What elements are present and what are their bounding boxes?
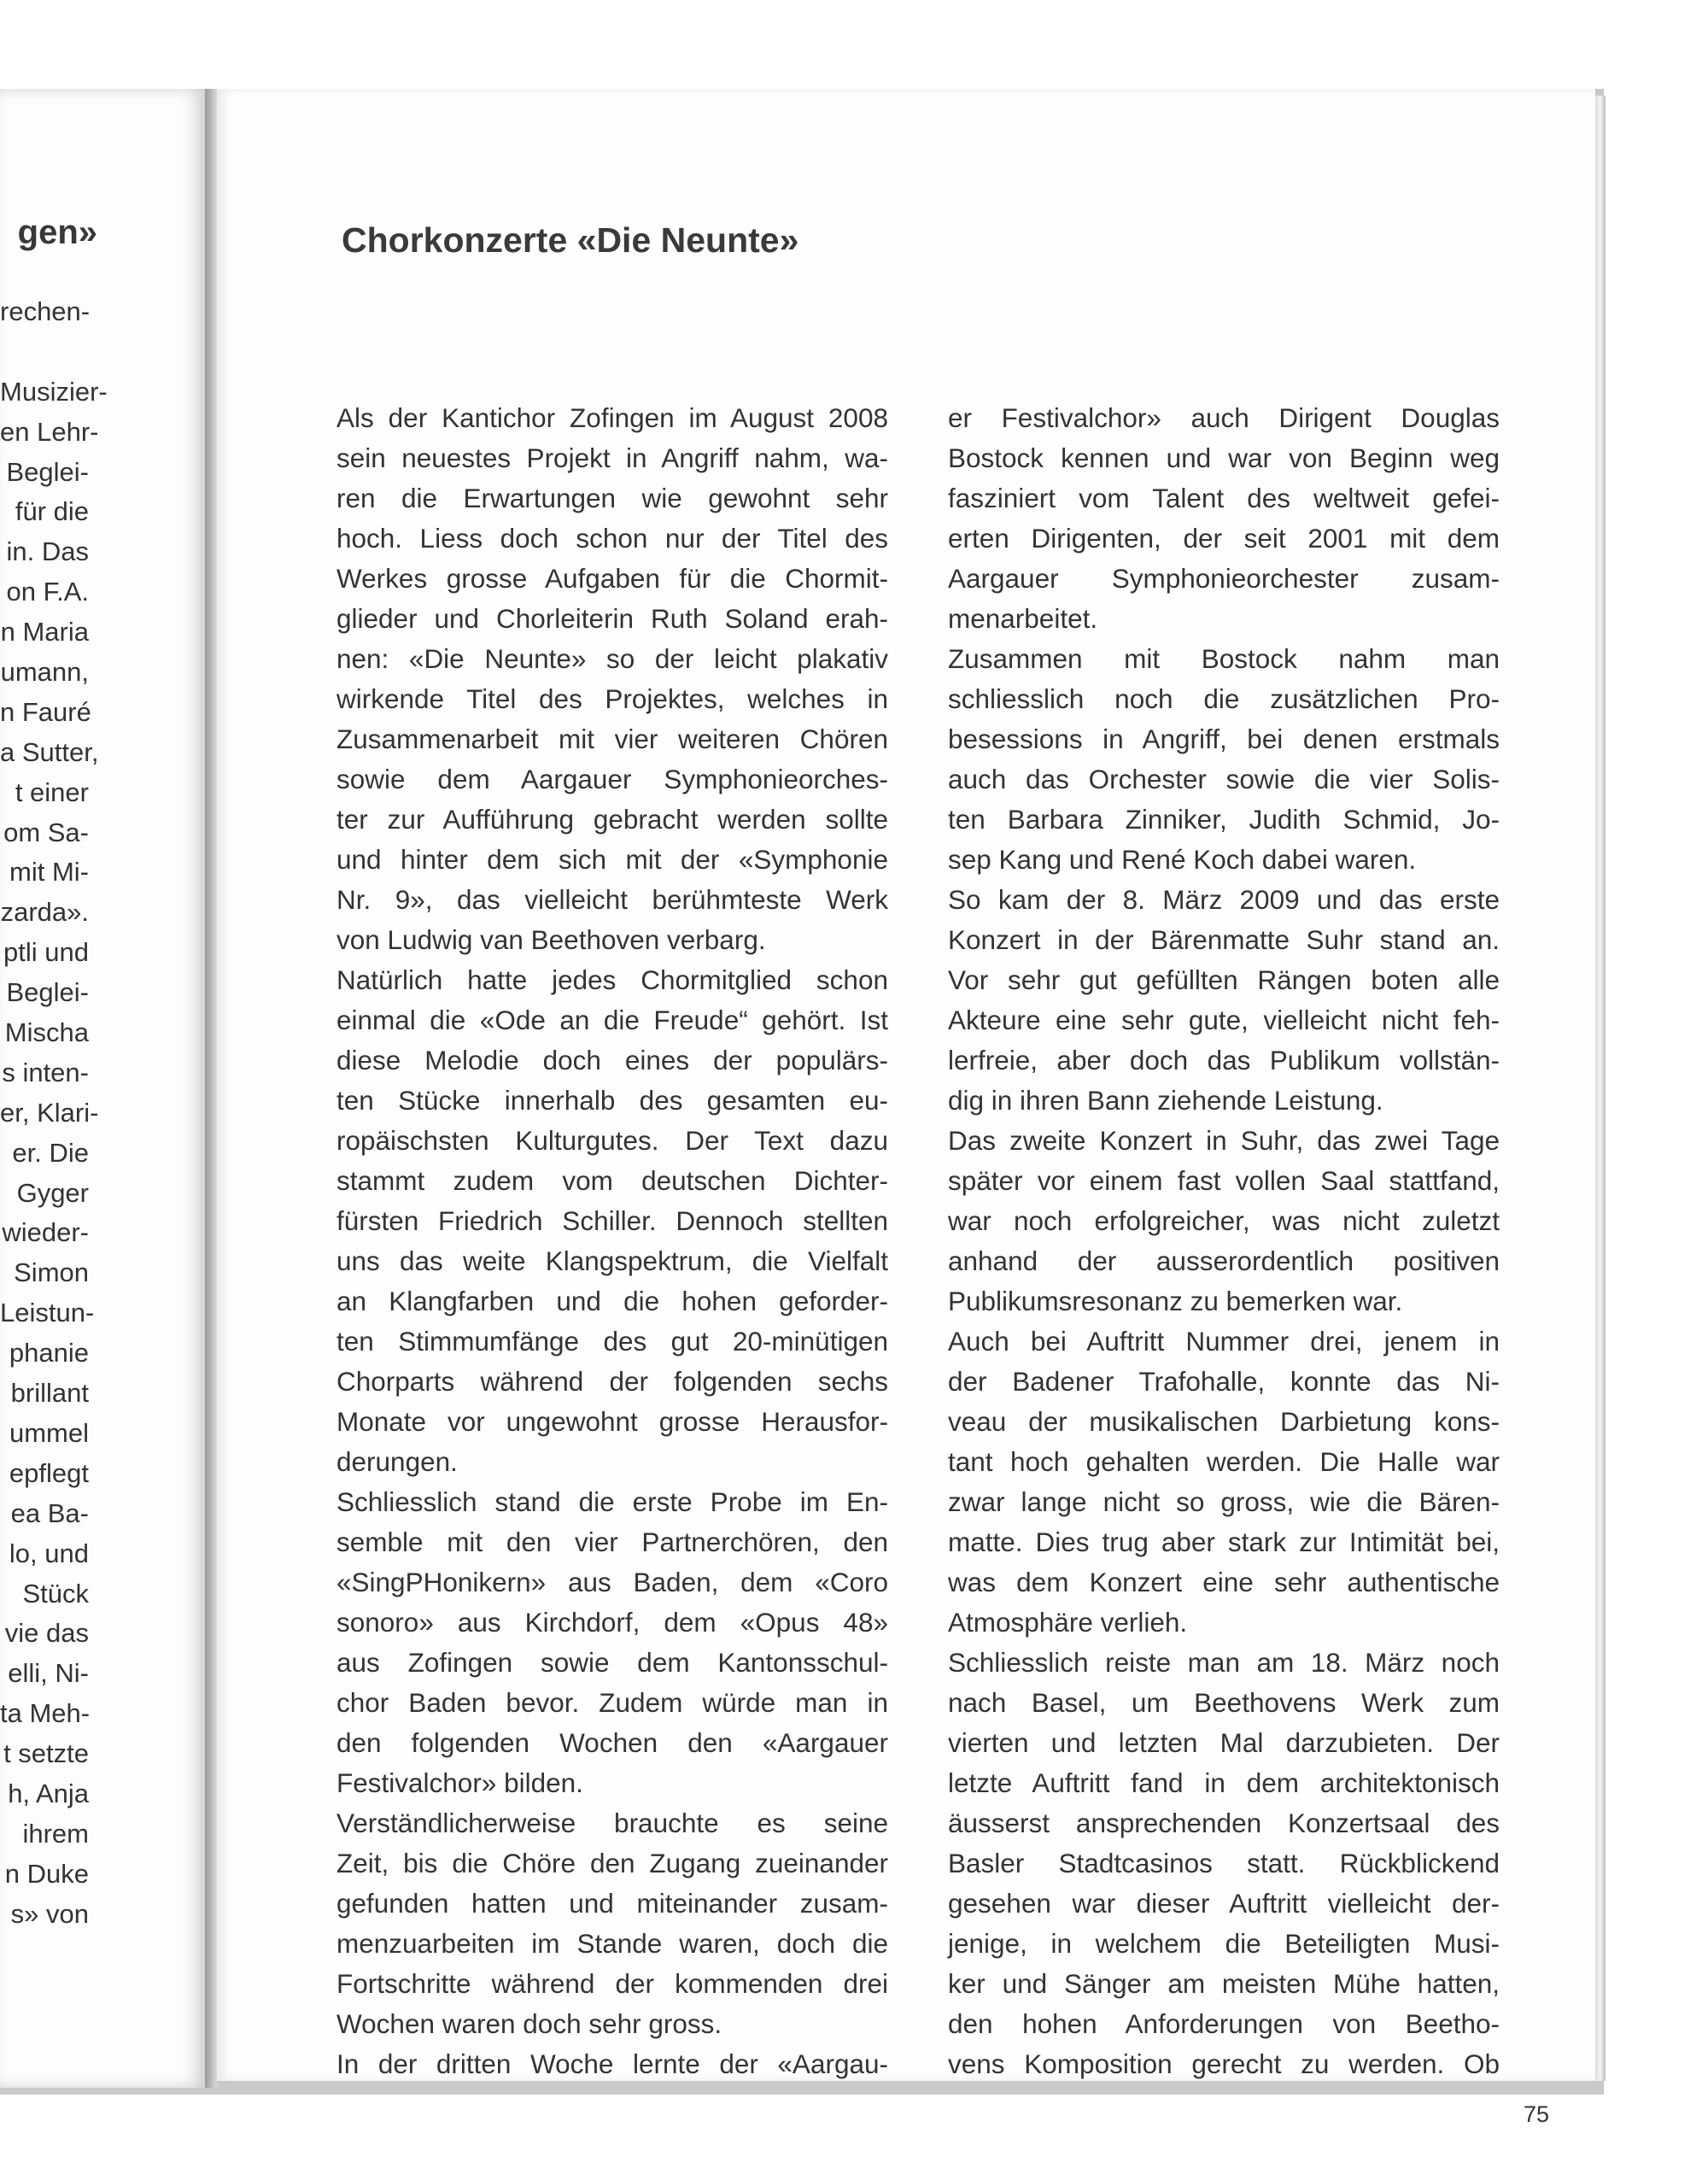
- left-page-fragment-line: ea Ba-: [10, 1497, 89, 1528]
- column-left-line: ropäischsten Kulturgutes. Der Text dazu: [336, 1125, 888, 1156]
- left-page-fragment-line: ihrem: [22, 1818, 89, 1849]
- column-right-line: veau der musikalischen Darbietung kons-: [948, 1406, 1500, 1437]
- column-right-line: dig in ihren Bann ziehende Leistung.: [948, 1085, 1383, 1116]
- left-page-fragment-line: s inten-: [2, 1057, 89, 1087]
- column-right-line: Aargauer Symphonieorchester zusam-: [948, 563, 1500, 594]
- left-page-fragment-line: ummel: [9, 1417, 89, 1448]
- left-page-fragment-line: n Fauré: [0, 696, 91, 727]
- column-left-line: sein neuestes Projekt in Angriff nahm, wa-: [336, 442, 888, 473]
- column-left-line: Als der Kantichor Zofingen im August 2008: [336, 402, 888, 433]
- column-left-line: fürsten Friedrich Schiller. Dennoch stellten: [336, 1205, 888, 1236]
- column-left-line: Werkes grosse Aufgaben für die Chormit-: [336, 563, 888, 594]
- column-right-line: besessions in Angriff, bei denen erstmals: [948, 724, 1500, 754]
- left-page-fragment-line: on F.A.: [6, 577, 89, 607]
- left-page-fragment-line: Musizier-: [0, 376, 108, 407]
- column-right-line: er Festivalchor» auch Dirigent Douglas: [948, 402, 1500, 433]
- left-page-fragment-line: er. Die: [12, 1137, 89, 1168]
- left-page-fragment-line: zarda».: [0, 897, 89, 928]
- column-left-line: stammt zudem vom deutschen Dichter-: [336, 1165, 888, 1196]
- left-page-fragment-line: ta Meh-: [0, 1698, 91, 1729]
- column-left-line: menzuarbeiten im Stande waren, doch die: [336, 1928, 888, 1959]
- left-page-fragment-line: Leistun-: [0, 1298, 95, 1328]
- column-right-line: den hohen Anforderungen von Beetho-: [948, 2008, 1500, 2039]
- page-edge: [1595, 96, 1606, 2081]
- column-right-line: Atmosphäre verlieh.: [948, 1607, 1188, 1638]
- column-right-line: Schliesslich reiste man am 18. März noch: [948, 1647, 1500, 1678]
- left-page: [0, 89, 205, 2088]
- column-left-line: ren die Erwartungen wie gewohnt sehr: [336, 483, 888, 513]
- column-right-line: ker und Sänger am meisten Mühe hatten,: [948, 1968, 1500, 1999]
- column-left-line: an Klangfarben und die hohen geforder-: [336, 1286, 888, 1316]
- column-right-line: lerfreie, aber doch das Publikum vollstän-: [948, 1045, 1500, 1075]
- book-gutter: [205, 89, 217, 2088]
- column-left-line: Festivalchor» bilden.: [336, 1767, 583, 1798]
- column-right-line: gesehen war dieser Auftritt vielleicht der-: [948, 1888, 1500, 1919]
- column-right-line: ten Barbara Zinniker, Judith Schmid, Jo-: [948, 804, 1500, 835]
- column-left-line: Verständlicherweise brauchte es seine: [336, 1808, 888, 1838]
- left-page-fragment-line: s» von: [10, 1898, 89, 1929]
- left-page-fragment-line: Beglei-: [6, 977, 89, 1008]
- column-left-line: Schliesslich stand die erste Probe im En-: [336, 1486, 888, 1517]
- left-page-fragment-line: a Sutter,: [0, 736, 99, 767]
- column-left-line: sowie dem Aargauer Symphonieorches-: [336, 764, 888, 794]
- column-right-line: erten Dirigenten, der seit 2001 mit dem: [948, 523, 1500, 554]
- left-page-fragment-line: Stück: [22, 1578, 89, 1609]
- column-left-line: gefunden hatten und miteinander zusam-: [336, 1888, 888, 1919]
- column-left-line: ten Stücke innerhalb des gesamten eu-: [336, 1085, 888, 1116]
- column-right-line: sep Kang und René Koch dabei waren.: [948, 844, 1417, 875]
- column-left-line: wirkende Titel des Projektes, welches in: [336, 683, 888, 714]
- column-left-line: diese Melodie doch eines der populärs-: [336, 1045, 888, 1075]
- left-page-fragment-line: in. Das: [6, 536, 89, 567]
- column-left-line: Monate vor ungewohnt grosse Herausfor-: [336, 1406, 888, 1437]
- column-left-line: Chorparts während der folgenden sechs: [336, 1366, 888, 1397]
- column-right-line: anhand der ausserordentlich positiven: [948, 1245, 1500, 1276]
- column-right-line: Publikumsresonanz zu bemerken war.: [948, 1286, 1403, 1316]
- column-right-line: menarbeitet.: [948, 603, 1098, 634]
- left-page-fragment-line: Beglei-: [6, 456, 89, 487]
- left-page-text-fragment: [0, 292, 108, 1935]
- column-left-line: uns das weite Klangspektrum, die Vielfalt: [336, 1245, 888, 1276]
- column-left-line: nen: «Die Neunte» so der leicht plakativ: [336, 643, 888, 674]
- column-right-line: vens Komposition gerecht zu werden. Ob: [948, 2048, 1500, 2079]
- left-page-fragment-line: om Sa-: [3, 817, 89, 847]
- left-page-fragment-line: h, Anja: [8, 1778, 89, 1808]
- column-left-line: aus Zofingen sowie dem Kantonsschul-: [336, 1647, 888, 1678]
- column-left-line: Wochen waren doch sehr gross.: [336, 2008, 722, 2039]
- left-page-fragment-line: für die: [15, 496, 89, 527]
- left-page-fragment-line: Mischa: [4, 1017, 89, 1048]
- left-page-fragment-line: mit Mi-: [9, 857, 89, 888]
- column-right-line: Das zweite Konzert in Suhr, das zwei Tage: [948, 1125, 1500, 1156]
- article-column-right: [948, 398, 1500, 2084]
- column-right-line: fasziniert vom Talent des weltweit gefei-: [948, 483, 1500, 513]
- column-left-line: semble mit den vier Partnerchören, den: [336, 1527, 888, 1557]
- article-column-left: [336, 398, 888, 2084]
- column-right-line: später vor einem fast vollen Saal stattfand,: [948, 1165, 1500, 1196]
- column-left-line: Zusammenarbeit mit vier weiteren Chören: [336, 724, 888, 754]
- left-page-fragment-line: vie das: [4, 1618, 89, 1649]
- column-left-line: und hinter dem sich mit der «Symphonie: [336, 844, 888, 875]
- column-left-line: Fortschritte während der kommenden drei: [336, 1968, 888, 1999]
- column-left-line: ter zur Aufführung gebracht werden sollte: [336, 804, 888, 835]
- left-page-fragment-line: lo, und: [9, 1538, 89, 1568]
- column-right-line: Auch bei Auftritt Nummer drei, jenem in: [948, 1326, 1500, 1357]
- column-left-line: den folgenden Wochen den «Aargauer: [336, 1727, 888, 1758]
- column-left-line: «SingPHonikern» aus Baden, dem «Coro: [336, 1567, 888, 1597]
- column-right-line: Zusammen mit Bostock nahm man: [948, 643, 1500, 674]
- column-left-line: hoch. Liess doch schon nur der Titel des: [336, 523, 888, 554]
- left-page-fragment-line: n Duke: [4, 1858, 89, 1889]
- page-number: 75: [1523, 2101, 1549, 2127]
- column-right-line: war noch erfolgreicher, was nicht zuletzt: [948, 1205, 1500, 1236]
- column-left-line: ten Stimmumfänge des gut 20-minütigen: [336, 1326, 888, 1357]
- left-page-fragment-line: phanie: [9, 1338, 89, 1368]
- column-right-line: tant hoch gehalten werden. Die Halle war: [948, 1446, 1500, 1477]
- left-page-heading-fragment: gen»: [17, 214, 97, 251]
- column-left-line: einmal die «Ode an die Freude“ gehört. Ist: [336, 1005, 888, 1035]
- column-right-line: nach Basel, um Beethovens Werk zum: [948, 1687, 1500, 1718]
- left-page-fragment-line: t setzte: [3, 1738, 89, 1769]
- column-left-line: glieder und Chorleiterin Ruth Soland erah-: [336, 603, 888, 634]
- column-right-line: zwar lange nicht so gross, wie die Bären-: [948, 1486, 1500, 1517]
- left-page-fragment-line: rechen-: [0, 296, 91, 326]
- column-right-line: Konzert in der Bärenmatte Suhr stand an.: [948, 924, 1500, 955]
- left-page-fragment-line: umann,: [0, 657, 89, 688]
- right-page: [217, 89, 1595, 2127]
- left-page-fragment-line: ptli und: [3, 937, 89, 968]
- column-left-line: von Ludwig van Beethoven verbarg.: [336, 924, 766, 955]
- column-left-line: Nr. 9», das vielleicht berühmteste Werk: [336, 884, 888, 915]
- left-page-fragment-line: Gyger: [16, 1177, 89, 1208]
- column-left-line: chor Baden bevor. Zudem würde man in: [336, 1687, 888, 1718]
- column-right-line: Akteure eine sehr gute, vielleicht nicht feh-: [948, 1005, 1500, 1035]
- column-right-line: letzte Auftritt fand in dem architektonisch: [948, 1767, 1500, 1798]
- column-left-line: derungen.: [336, 1446, 458, 1477]
- left-page-fragment-line: brillant: [10, 1378, 89, 1409]
- column-left-line: In der dritten Woche lernte der «Aargau-: [336, 2048, 888, 2079]
- column-right-line: der Badener Trafohalle, konnte das Ni-: [948, 1366, 1500, 1397]
- article-title: Chorkonzerte «Die Neunte»: [342, 220, 799, 260]
- column-right-line: äusserst ansprechenden Konzertsaal des: [948, 1808, 1500, 1838]
- left-page-fragment-line: wieder-: [2, 1217, 89, 1248]
- column-right-line: So kam der 8. März 2009 und das erste: [948, 884, 1500, 915]
- column-left-line: Zeit, bis die Chöre den Zugang zueinander: [336, 1848, 888, 1878]
- left-page-fragment-line: elli, Ni-: [8, 1658, 89, 1689]
- column-right-line: Basler Stadtcasinos statt. Rückblickend: [948, 1848, 1500, 1878]
- left-page-fragment-line: epflegt: [9, 1457, 89, 1488]
- column-right-line: Bostock kennen und war von Beginn weg: [948, 442, 1500, 473]
- left-page-fragment-line: t einer: [15, 776, 89, 807]
- column-left-line: Natürlich hatte jedes Chormitglied schon: [336, 964, 888, 995]
- column-right-line: was dem Konzert eine sehr authentische: [948, 1567, 1500, 1597]
- left-page-fragment-line: [0, 332, 89, 372]
- left-page-fragment-line: n Maria: [0, 617, 89, 648]
- column-right-line: jenige, in welchem die Beteiligten Musi-: [948, 1928, 1500, 1959]
- left-page-fragment-line: Simon: [14, 1257, 89, 1288]
- column-right-line: schliesslich noch die zusätzlichen Pro-: [948, 683, 1500, 714]
- column-right-line: vierten und letzten Mal darzubieten. Der: [948, 1727, 1500, 1758]
- column-right-line: Vor sehr gut gefüllten Rängen boten alle: [948, 964, 1500, 995]
- left-page-fragment-line: er, Klari-: [0, 1097, 99, 1128]
- left-page-fragment-line: en Lehr-: [0, 416, 99, 447]
- column-left-line: sonoro» aus Kirchdorf, dem «Opus 48»: [336, 1607, 888, 1638]
- column-right-line: matte. Dies trug aber stark zur Intimität bei,: [948, 1527, 1500, 1557]
- column-right-line: auch das Orchester sowie die vier Solis-: [948, 764, 1500, 794]
